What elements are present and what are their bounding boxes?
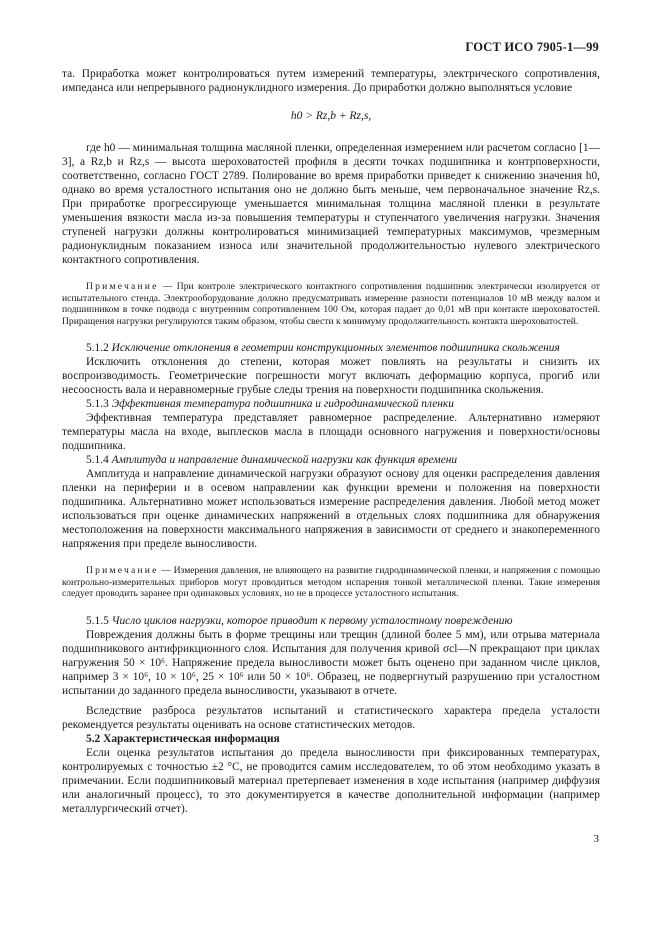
section-5-1-5-number: 5.1.5 xyxy=(86,614,109,627)
page-content xyxy=(62,67,600,816)
section-5-1-2-text: Исключить отклонения до степени, которая может повлиять на результаты и снизить их воспроизводимость. Геометрические погрешности могут включать деформацию корпуса, прогиб или несоосность вала и неравномерные грубые следы трения на поверхности подшипника скольжения. xyxy=(62,356,600,396)
section-5-1-5-text: Повреждения должны быть в форме трещины или трещин (длиной более 5 мм), или отрыва материала подшипникового антифрикционного слоя. Испытания для получения кривой σcl—N прекращают при циклах нагружения 50 × 10⁶. Напряжение предела выносливости может быть оценено при заданном числе циклов, например 3 × 10⁶, 10 × 10⁶, 25 × 10⁶ или 50 × 10⁶. Образец, не подвергнутый разрушению при усталостном испытании до заданного предела выносливости, указывают в отчете. xyxy=(62,628,600,697)
section-5-1-5-heading xyxy=(62,614,600,628)
section-5-1-4-heading xyxy=(62,453,600,467)
section-5-1-5-title: Число циклов нагрузки, которое приводит к первому усталостному повреждению xyxy=(111,614,513,627)
section-5-2-text: Если оценка результатов испытания до предела выносливости при фиксированных температурах, контролируемых с точностью ±2 °С, не проводится самим исследователем, то об этом необходимо указать в примечании. Если подшипниковый материал претерпевает изменения в ходе испытания (например диффузия или аналогичный процесс), то это документируется в качестве дополнительной информации (например металлургический отчет). xyxy=(62,746,600,815)
note-2-label: Примечание xyxy=(86,565,159,576)
note-1-label: Примечание xyxy=(86,281,159,292)
page-number: 3 xyxy=(593,833,599,845)
section-5-1-5-text-2: Вследствие разброса результатов испытаний и статистического характера предела усталости рекомендуется результаты оценивать на основе статистических методов. xyxy=(62,704,600,731)
section-5-1-4-title: Амплитуда и направление динамической нагрузки как функция времени xyxy=(111,454,458,466)
section-5-1-3-heading xyxy=(62,397,600,411)
section-5-1-3-number: 5.1.3 xyxy=(86,398,109,410)
section-5-1-4-number: 5.1.4 xyxy=(86,454,109,466)
page-header: ГОСТ ИСО 7905-1—99 xyxy=(465,40,599,54)
note-1 xyxy=(62,281,600,327)
intro-paragraph: та. Приработка может контролироваться путем измерений температуры, электрического сопротивления, импеданса или непрерывного радионуклидного измерения. До приработки должно выполняться условие xyxy=(62,68,600,94)
note-1-text: — При контроле электрического контактного сопротивления подшипник электрически изолируется от испытательного стенда. Электрооборудование должно предусматривать измерение разности потенциалов 10 мВ между валом и подшипником в точке подвода с внутренним сопротивлением 100 Ом, которая падает до 0,01 мВ при контакте шероховатостей. Приращения нагрузки регулируются таким образом, чтобы свести к минимуму продолжительность контакта шероховатостей. xyxy=(62,281,600,327)
section-5-2-number: 5.2 xyxy=(86,732,101,745)
section-5-1-3-text: Эффективная температура представляет равномерное распределение. Альтернативно измеряют температуры масла на входе, выплесков масла в площади основного нагружения и поверхности/основы подшипника. xyxy=(62,412,600,452)
section-5-1-2-title: Исключение отклонения в геометрии конструкционных элементов подшипника скольжения xyxy=(111,342,560,354)
section-5-1-3-title: Эффективная температура подшипника и гидродинамической пленки xyxy=(111,398,454,410)
section-5-2-heading xyxy=(62,732,600,746)
section-5-1-2-number: 5.1.2 xyxy=(86,342,109,354)
section-5-1-4-text: Амплитуда и направление динамической нагрузки образуют основу для оценки распределения давления пленки на периферии и в осевом направлении как функции времени и положения на поверхности подшипника. Альтернативно может использоваться измерение распределения давления. Любой метод может использоваться при оценке динамических напряжений в отдельных слоях подшипника для обнаружения местоположения на поверхности максимального напряжения в зависимости от среднего и знакопеременного напряжения при пределе выносливости. xyxy=(62,468,600,550)
section-5-2-title: Характеристическая информация xyxy=(103,732,280,745)
paragraph-where: где h0 — минимальная толщина масляной пленки, определенная измерением или расчетом согласно [1—3], а Rz,b и Rz,s — высота шероховатостей профиля в десяти точках подшипника и контрповерхности, соответственно, согласно ГОСТ 2789. Полирование во время приработки приведет к снижению значения h0, однако во время усталостного испытания оно не должно быть меньше, чем первоначальное значение Rz,s. При приработке прогрессирующе уменьшается минимальная толщина масляной пленки в результате уменьшения вязкости масла из-за повышения температуры и ступенчатого увеличения нагрузки. Значения ступеней нагрузки должны контролироваться минимизацией температурных максимумов, чрезмерным радионуклидным показанием износа или значительной продолжительностью нулевого электрического контактного сопротивления. xyxy=(62,142,600,266)
section-5-1-2-heading xyxy=(62,341,600,355)
formula: h0 > Rz,b + Rz,s, xyxy=(290,110,372,122)
note-2-text: — Измерения давления, не влияющего на развитие гидродинамической пленки, и напряжения с помощью контрольно-измерительных приборов могут проводиться методом испарения тонкой металлической пленки. Такие измерения следует проводить заранее при одинаковых условиях, но не в процессе усталостного испытания. xyxy=(62,565,600,599)
note-2 xyxy=(62,565,600,600)
